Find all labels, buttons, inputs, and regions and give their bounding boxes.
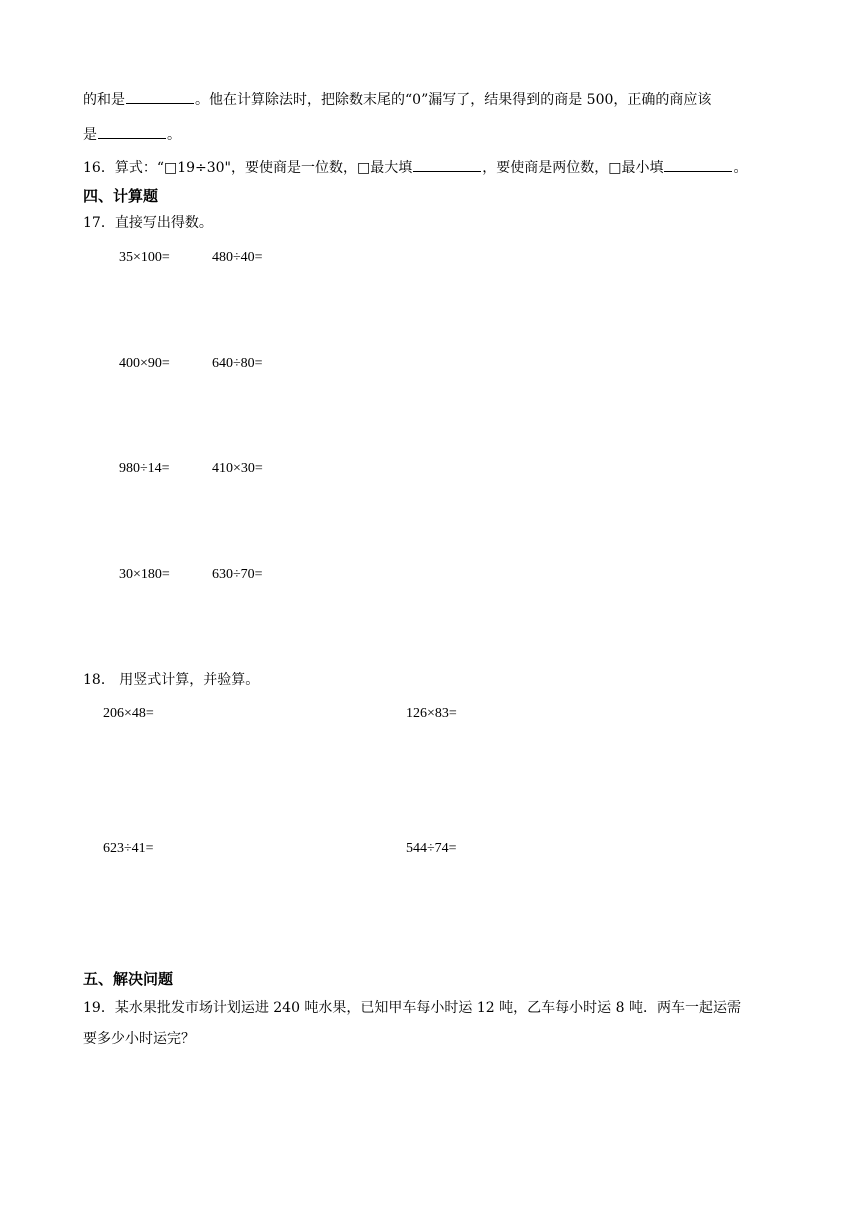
q15-text-d: 。 <box>167 127 181 143</box>
q15-line2 <box>83 124 181 145</box>
q19-line2: 要多少小时运完？ <box>83 1031 195 1047</box>
q16-text-b: ，要使商是两位数，□最小填 <box>482 160 664 176</box>
q18-item: 126×83= <box>406 706 457 721</box>
q17-item: 630÷70= <box>212 567 263 582</box>
q16-text-a: 16．算式：“□19÷30"，要使商是一位数，□最大填 <box>83 160 413 176</box>
answer-blank-4[interactable] <box>664 157 732 172</box>
answer-blank-2[interactable] <box>98 124 166 139</box>
answer-blank-1[interactable] <box>126 89 194 104</box>
q15-text-b: 。他在计算除法时，把除数末尾的“0”漏写了，结果得到的商是 500，正确的商应该 <box>195 92 712 108</box>
q17-item: 400×90= <box>119 356 170 371</box>
q15-text-a: 的和是 <box>83 92 125 108</box>
q17-item: 410×30= <box>212 461 263 476</box>
q17-item: 480÷40= <box>212 250 263 265</box>
q15-line1 <box>83 89 711 110</box>
q17-item: 35×100= <box>119 250 170 265</box>
q19-line1: 19．某水果批发市场计划运进 240 吨水果，已知甲车每小时运 12 吨，乙车每小时运 8 吨．两车一起运需 <box>83 1000 741 1016</box>
q17-item: 980÷14= <box>119 461 170 476</box>
q17-item: 640÷80= <box>212 356 263 371</box>
q18-item: 623÷41= <box>103 841 154 856</box>
section-heading-calculation: 四、计算题 <box>83 187 159 205</box>
q15-text-c: 是 <box>83 127 97 143</box>
q17-item: 30×180= <box>119 567 170 582</box>
q18-title: 18． 用竖式计算，并验算。 <box>83 672 260 688</box>
answer-blank-3[interactable] <box>413 157 481 172</box>
q16-text-c: 。 <box>733 160 748 176</box>
q18-item: 206×48= <box>103 706 154 721</box>
section-heading-problem-solving: 五、解决问题 <box>83 970 174 988</box>
q17-title: 17．直接写出得数。 <box>83 215 213 231</box>
q18-item: 544÷74= <box>406 841 457 856</box>
q16-line <box>83 157 747 178</box>
